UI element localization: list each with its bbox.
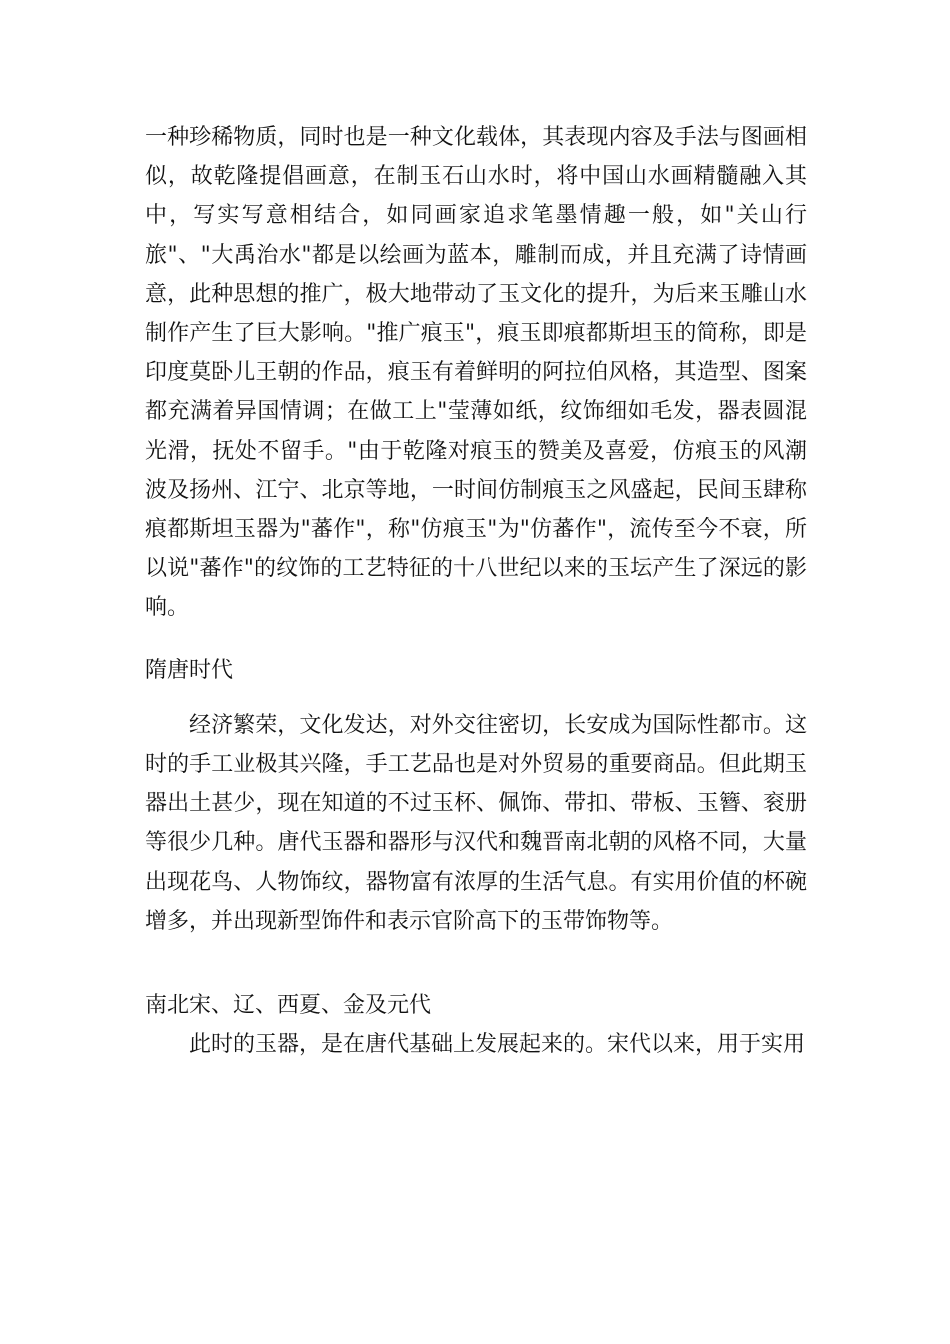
- section-heading-sui-tang: 隋唐时代: [145, 657, 234, 683]
- section-heading-song-liao-jin-yuan: 南北宋、辽、西夏、金及元代: [145, 993, 432, 1019]
- paragraph-qianlong-jade: 一种珍稀物质，同时也是一种文化载体，其表现内容及手法与图画相似，故乾隆提倡画意，在制玉石山水时，将中国山水画精髓融入其中，写实写意相结合，如同画家追求笔墨情趣一般，如"关山行旅"、"大禹治水"都是以绘画为蓝本，雕制而成，并且充满了诗情画意，此种思想的推广，极大地带动了玉文化的提升，为后来玉雕山水制作产生了巨大影响。"推广痕玉"，痕玉即痕都斯坦玉的简称，即是印度莫卧儿王朝的作品，痕玉有着鲜明的阿拉伯风格，其造型、图案都充满着异国情调；在做工上"莹薄如纸，纹饰细如毛发，器表圆混光滑，抚处不留手。"由于乾隆对痕玉的赞美及喜爱，仿痕玉的风潮波及扬州、江宁、北京等地，一时间仿制痕玉之风盛起，民间玉肆称痕都斯坦玉器为"蕃作"，称"仿痕玉"为"仿蕃作"，流传至今不衰，所以说"蕃作"的纹饰的工艺特征的十八世纪以来的玉坛产生了深远的影响。: [145, 125, 807, 621]
- paragraph-song-liao-jin-yuan: 此时的玉器，是在唐代基础上发展起来的。宋代以来，用于实用: [189, 1032, 806, 1058]
- paragraph-sui-tang: 经济繁荣，文化发达，对外交往密切，长安成为国际性都市。这时的手工业极其兴隆，手工艺品也是对外贸易的重要商品。但此期玉器出土甚少，现在知道的不过玉杯、佩饰、带扣、带板、玉簪、衮册等很少几种。唐代玉器和器形与汉代和魏晋南北朝的风格不同，大量出现花鸟、人物饰纹，器物富有浓厚的生活气息。有实用价值的杯碗增多，并出现新型饰件和表示官阶高下的玉带饰物等。: [145, 712, 807, 934]
- document-body: [145, 118, 807, 1064]
